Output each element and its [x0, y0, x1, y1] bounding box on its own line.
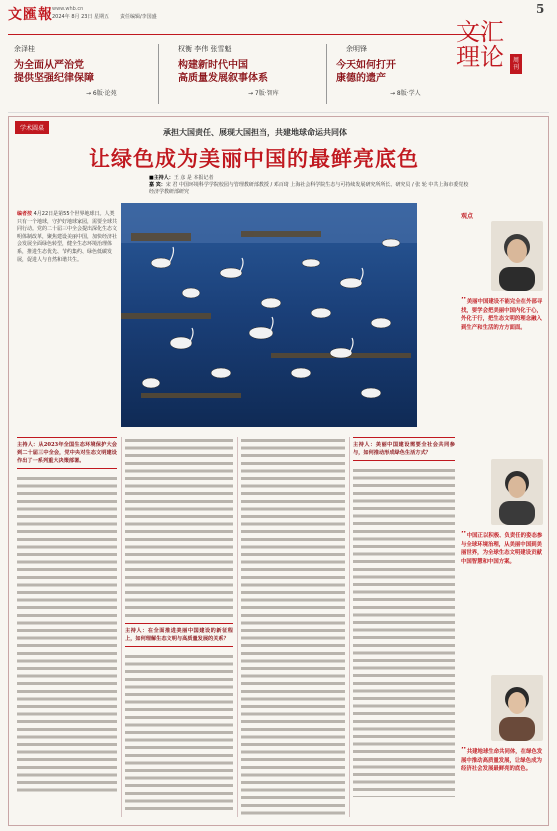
teaser-page-ref: → 7版·智库 [248, 90, 279, 97]
brand-title-line: 理论 [456, 43, 504, 71]
portrait-icon [491, 675, 543, 741]
guest-portrait-2 [491, 459, 543, 525]
teaser-title-line: 提供坚强纪律保障 [14, 73, 94, 84]
newspaper-logo: 文匯報 [8, 7, 53, 23]
cranes-photo [121, 203, 417, 427]
article-column-3 [241, 437, 345, 817]
column-rule [237, 437, 238, 817]
portrait-icon [491, 221, 543, 291]
host-question: 主持人：在全面推进美丽中国建设的新征程上，如何理解生态文明与高质量发展的关系？ [125, 623, 233, 647]
editor-note-text: 4月22日是第55个世界地球日。人类只有一个地球，守护好地球家园，需要全球共同行动。党的二十届三中全会提出深化生态文明体制改革，聚焦建设美丽中国，加快经济社会发展全面绿色转型，健全生态环境治理体系，推进生态优先、节约集约、绿色低碳发展，促进人与自然和谐共生。 [17, 211, 118, 263]
credits-guests [149, 182, 469, 196]
article-kicker: 承担大国责任、展现大国担当，共建地球命运共同体 [163, 127, 347, 137]
quote-mark-icon: “ [461, 297, 467, 306]
quote-mark-icon: “ [461, 747, 467, 756]
header-rule [8, 34, 486, 35]
body-text-block [353, 467, 455, 797]
teaser-title [14, 59, 154, 85]
quote-mark-icon: “ [461, 531, 467, 540]
article-credits [149, 175, 469, 196]
viewpoint-quote-3 [461, 747, 547, 819]
issue-date: 2024年 8月 23日 星期五 [52, 14, 110, 20]
credits-guests-text: 宋 君 中国环境科学学院校园与管理教研部教授 / 邓百琦 上海社会科学院生态与可持续发展研究所所长、研究员 / 张 轮 中共上海市委党校经济学教研部研究 [149, 182, 469, 195]
credits-host-label: ■主持人： [149, 175, 174, 181]
section-rule [8, 112, 549, 113]
credits-host-text: 王 彦 是 本报记者 [173, 175, 214, 181]
teaser-title-line: 今天如何打开 [336, 60, 396, 71]
viewpoint-column [461, 211, 547, 821]
editor-note [17, 211, 117, 264]
teaser-title [178, 59, 328, 85]
section-brand [456, 20, 531, 100]
body-text-block [125, 437, 233, 617]
viewpoint-quote-2 [461, 531, 547, 671]
article-column-4 [353, 437, 455, 817]
viewpoint-tag: 观点 [461, 213, 474, 220]
brand-title-line: 文汇 [456, 18, 504, 46]
article-headline: 让绿色成为美丽中国的最鲜亮底色 [89, 146, 419, 171]
teaser-title-line: 构建新时代中国 [178, 60, 248, 71]
teaser-authors: 余明锋 [346, 45, 367, 53]
host-question: 主持人：从2023年全国生态环境保护大会到二十届三中全会，党中央对生态文明建设作出了一系列重大决策部署。 [17, 437, 117, 469]
viewpoint-quote-text: 中国正以积极、负责任的姿态参与全球环境治理，从美丽中国到美丽世界，为全球生态文明建设贡献中国智慧和中国方案。 [461, 533, 543, 565]
viewpoint-quote-text: 美丽中国建设不能完全在外部寻找，要学会把美丽中国内化于心，外化于行，把生态文明的理念融入到生产和生活的方方面面。 [461, 299, 543, 331]
viewpoint-quote-text: 共建地球生命共同体，在绿色发展中推动高质量发展，让绿色成为经济社会发展最鲜亮的底色。 [461, 749, 543, 773]
body-text-block [241, 437, 345, 817]
article-column-2 [125, 437, 233, 817]
teaser-authors: 权衡 李伟 张雪魁 [178, 45, 232, 53]
teaser-authors: 余泽桂 [14, 45, 35, 53]
section-tag: 学术圆桌 [15, 121, 49, 134]
editor-line: 责任编辑/李国盛 [120, 14, 157, 20]
site-url[interactable]: www.whb.cn [52, 6, 84, 12]
teaser-page-ref: → 8版·学人 [390, 90, 421, 97]
guest-portrait-1 [491, 221, 543, 291]
column-rule [349, 437, 350, 817]
teaser-page-ref: → 6版·论苑 [86, 90, 117, 97]
teaser-1[interactable] [14, 44, 154, 97]
teaser-title-line: 康德的遗产 [336, 73, 386, 84]
teaser-title-line: 高质量发展叙事体系 [178, 73, 268, 84]
editor-note-label: 编者按 [17, 211, 33, 217]
credits-guests-label: 嘉 宾： [149, 182, 166, 188]
portrait-icon [491, 459, 543, 525]
viewpoint-quote-1 [461, 297, 547, 447]
credits-host [149, 175, 469, 182]
column-rule [121, 437, 122, 817]
teaser-title-line: 为全面从严治党 [14, 60, 84, 71]
host-question: 主持人：美丽中国建设需要全社会共同参与，如何推动形成绿色生活方式？ [353, 437, 455, 461]
teaser-title [336, 59, 446, 85]
guest-portrait-3 [491, 675, 543, 741]
body-text-block [17, 475, 117, 795]
article-column-1 [17, 437, 117, 817]
page-number: 5 [536, 2, 545, 16]
teaser-divider [158, 44, 159, 104]
teaser-divider [326, 44, 327, 104]
body-text-block [125, 653, 233, 813]
feature-article [8, 116, 549, 826]
brand-weekly-badge: 周刊 [510, 54, 522, 74]
teaser-2[interactable] [178, 44, 328, 97]
teaser-3[interactable] [336, 44, 446, 97]
cranes-photo-image [121, 203, 417, 427]
